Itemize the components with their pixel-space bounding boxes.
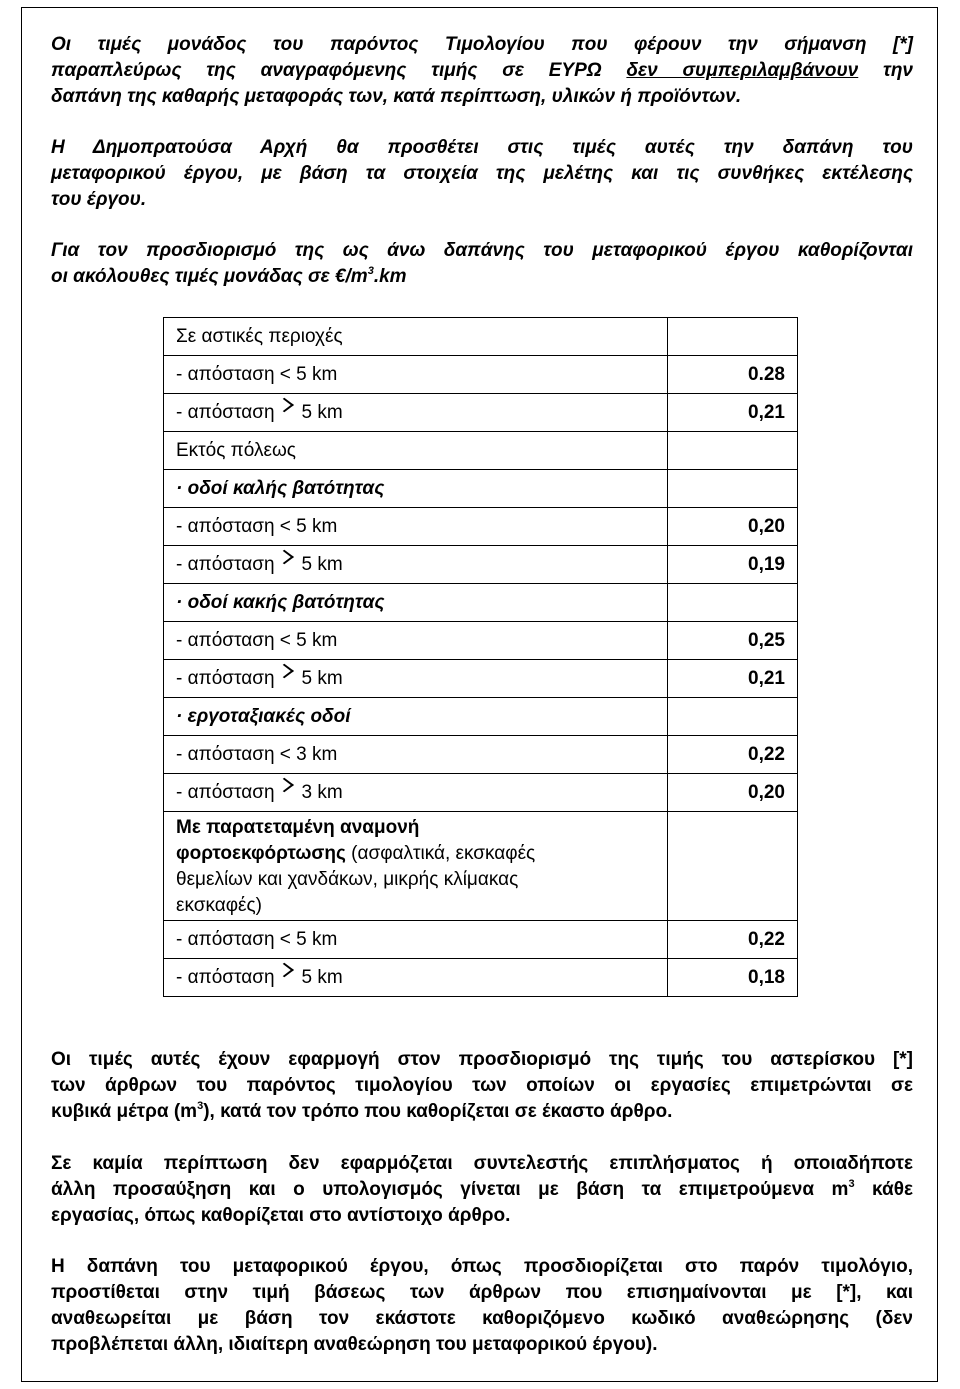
outside-city-header: Εκτός πόλεως (164, 432, 668, 470)
transport-rates-table (163, 317, 798, 997)
table-row (164, 318, 798, 356)
table-row: - απόσταση < 5 km 0.28 (164, 356, 798, 394)
table-row (164, 432, 798, 470)
table-row: - απόσταση 5 km 0,18 (164, 959, 798, 997)
greater-equal-icon (282, 785, 296, 799)
extended-wait-header: Με παρατεταμένη αναμονή φορτοεκφόρτωσης (ασφαλτικά, εκσκαφές θεμελίων και χανδάκων, μικρής κλίμακας εκσκαφές) (164, 812, 668, 921)
table-row: - απόσταση 3 km 0,20 (164, 774, 798, 812)
table-row: - απόσταση < 5 km 0,20 (164, 508, 798, 546)
outro-paragraph-3: Η δαπάνη του μεταφορικού έργου, όπως προσδιορίζεται στο παρόν τιμολόγιο, προστίθεται στην τιμή βάσεως των άρθρων που επισημαίνονται με [*], και αναθεωρείται με βάση τον εκάστοτε καθοριζόμενο κωδικό αναθεώρησης (δεν προβλέπεται άλλη, ιδιαίτερη αναθεώρηση του μεταφορικού έργου). (51, 1256, 913, 1355)
site-roads-header: · εργοταξιακές οδοί (164, 698, 668, 736)
outro-paragraph-2: Σε καμία περίπτωση δεν εφαρμόζεται συντελεστής επιπλήσματος ή οποιαδήποτε άλλη προσαύξηση και ο υπολογισμός γίνεται με βάση τα επιμετρούμενα $m^3$ κάθε εργασίας, όπως καθορίζεται στο αντίστοιχο άρθρο. (51, 1153, 913, 1226)
good-roads-header: · οδοί καλής βατότητας (164, 470, 668, 508)
greater-equal-icon (282, 405, 296, 419)
table-row: - απόσταση < 3 km 0,22 (164, 736, 798, 774)
intro-paragraph-2: Η Δημοπρατούσα Αρχή θα προσθέτει στις τιμές αυτές την δαπάνη του μεταφορικού έργου, με βάση τα στοιχεία της μελέτης και τις συνθήκες εκτέλεσης του έργου. (51, 137, 913, 210)
intro-paragraph-3: Για τον προσδιορισμό της ως άνω δαπάνης του μεταφορικού έργου καθορίζονται οι ακόλουθες τιμές μονάδας σε $€/m^3.km$ (51, 240, 913, 287)
urban-areas-header: Σε αστικές περιοχές (164, 318, 668, 356)
table-row: - απόσταση 5 km 0,21 (164, 660, 798, 698)
table-row: - απόσταση < 5 km 0,22 (164, 921, 798, 959)
greater-equal-icon (282, 671, 296, 685)
intro-paragraph-1: Οι τιμές μονάδος του παρόντος Τιμολογίου που φέρουν την σήμανση [*] παραπλεύρως της αναγραφόμενης τιμής σε ΕΥΡΩ δεν συμπεριλαμβάνουν την δαπάνη της καθαρής μεταφοράς των, κατά περίπτωση, υλικών ή προϊόντων. (51, 34, 913, 107)
greater-equal-icon (282, 970, 296, 984)
table-row: - απόσταση < 5 km 0,25 (164, 622, 798, 660)
not-included-emphasis: δεν συμπεριλαμβάνουν (626, 60, 859, 81)
table-row (164, 584, 798, 622)
table-row: - απόσταση 5 km 0,19 (164, 546, 798, 584)
bad-roads-header: · οδοί κακής βατότητας (164, 584, 668, 622)
outro-paragraph-1: Οι τιμές αυτές έχουν εφαρμογή στον προσδιορισμό της τιμής του αστερίσκου [*] των άρθρων του παρόντος τιμολογίου των οποίων οι εργασίες επιμετρώνται σε κυβικά μέτρα $(m^3)$, κατά τον τρόπο που καθορίζεται σε έκαστο άρθρο. (51, 1049, 913, 1122)
table-row (164, 470, 798, 508)
table-row: - απόσταση 5 km 0,21 (164, 394, 798, 432)
greater-equal-icon (282, 557, 296, 571)
table-row (164, 698, 798, 736)
table-row (164, 812, 798, 921)
